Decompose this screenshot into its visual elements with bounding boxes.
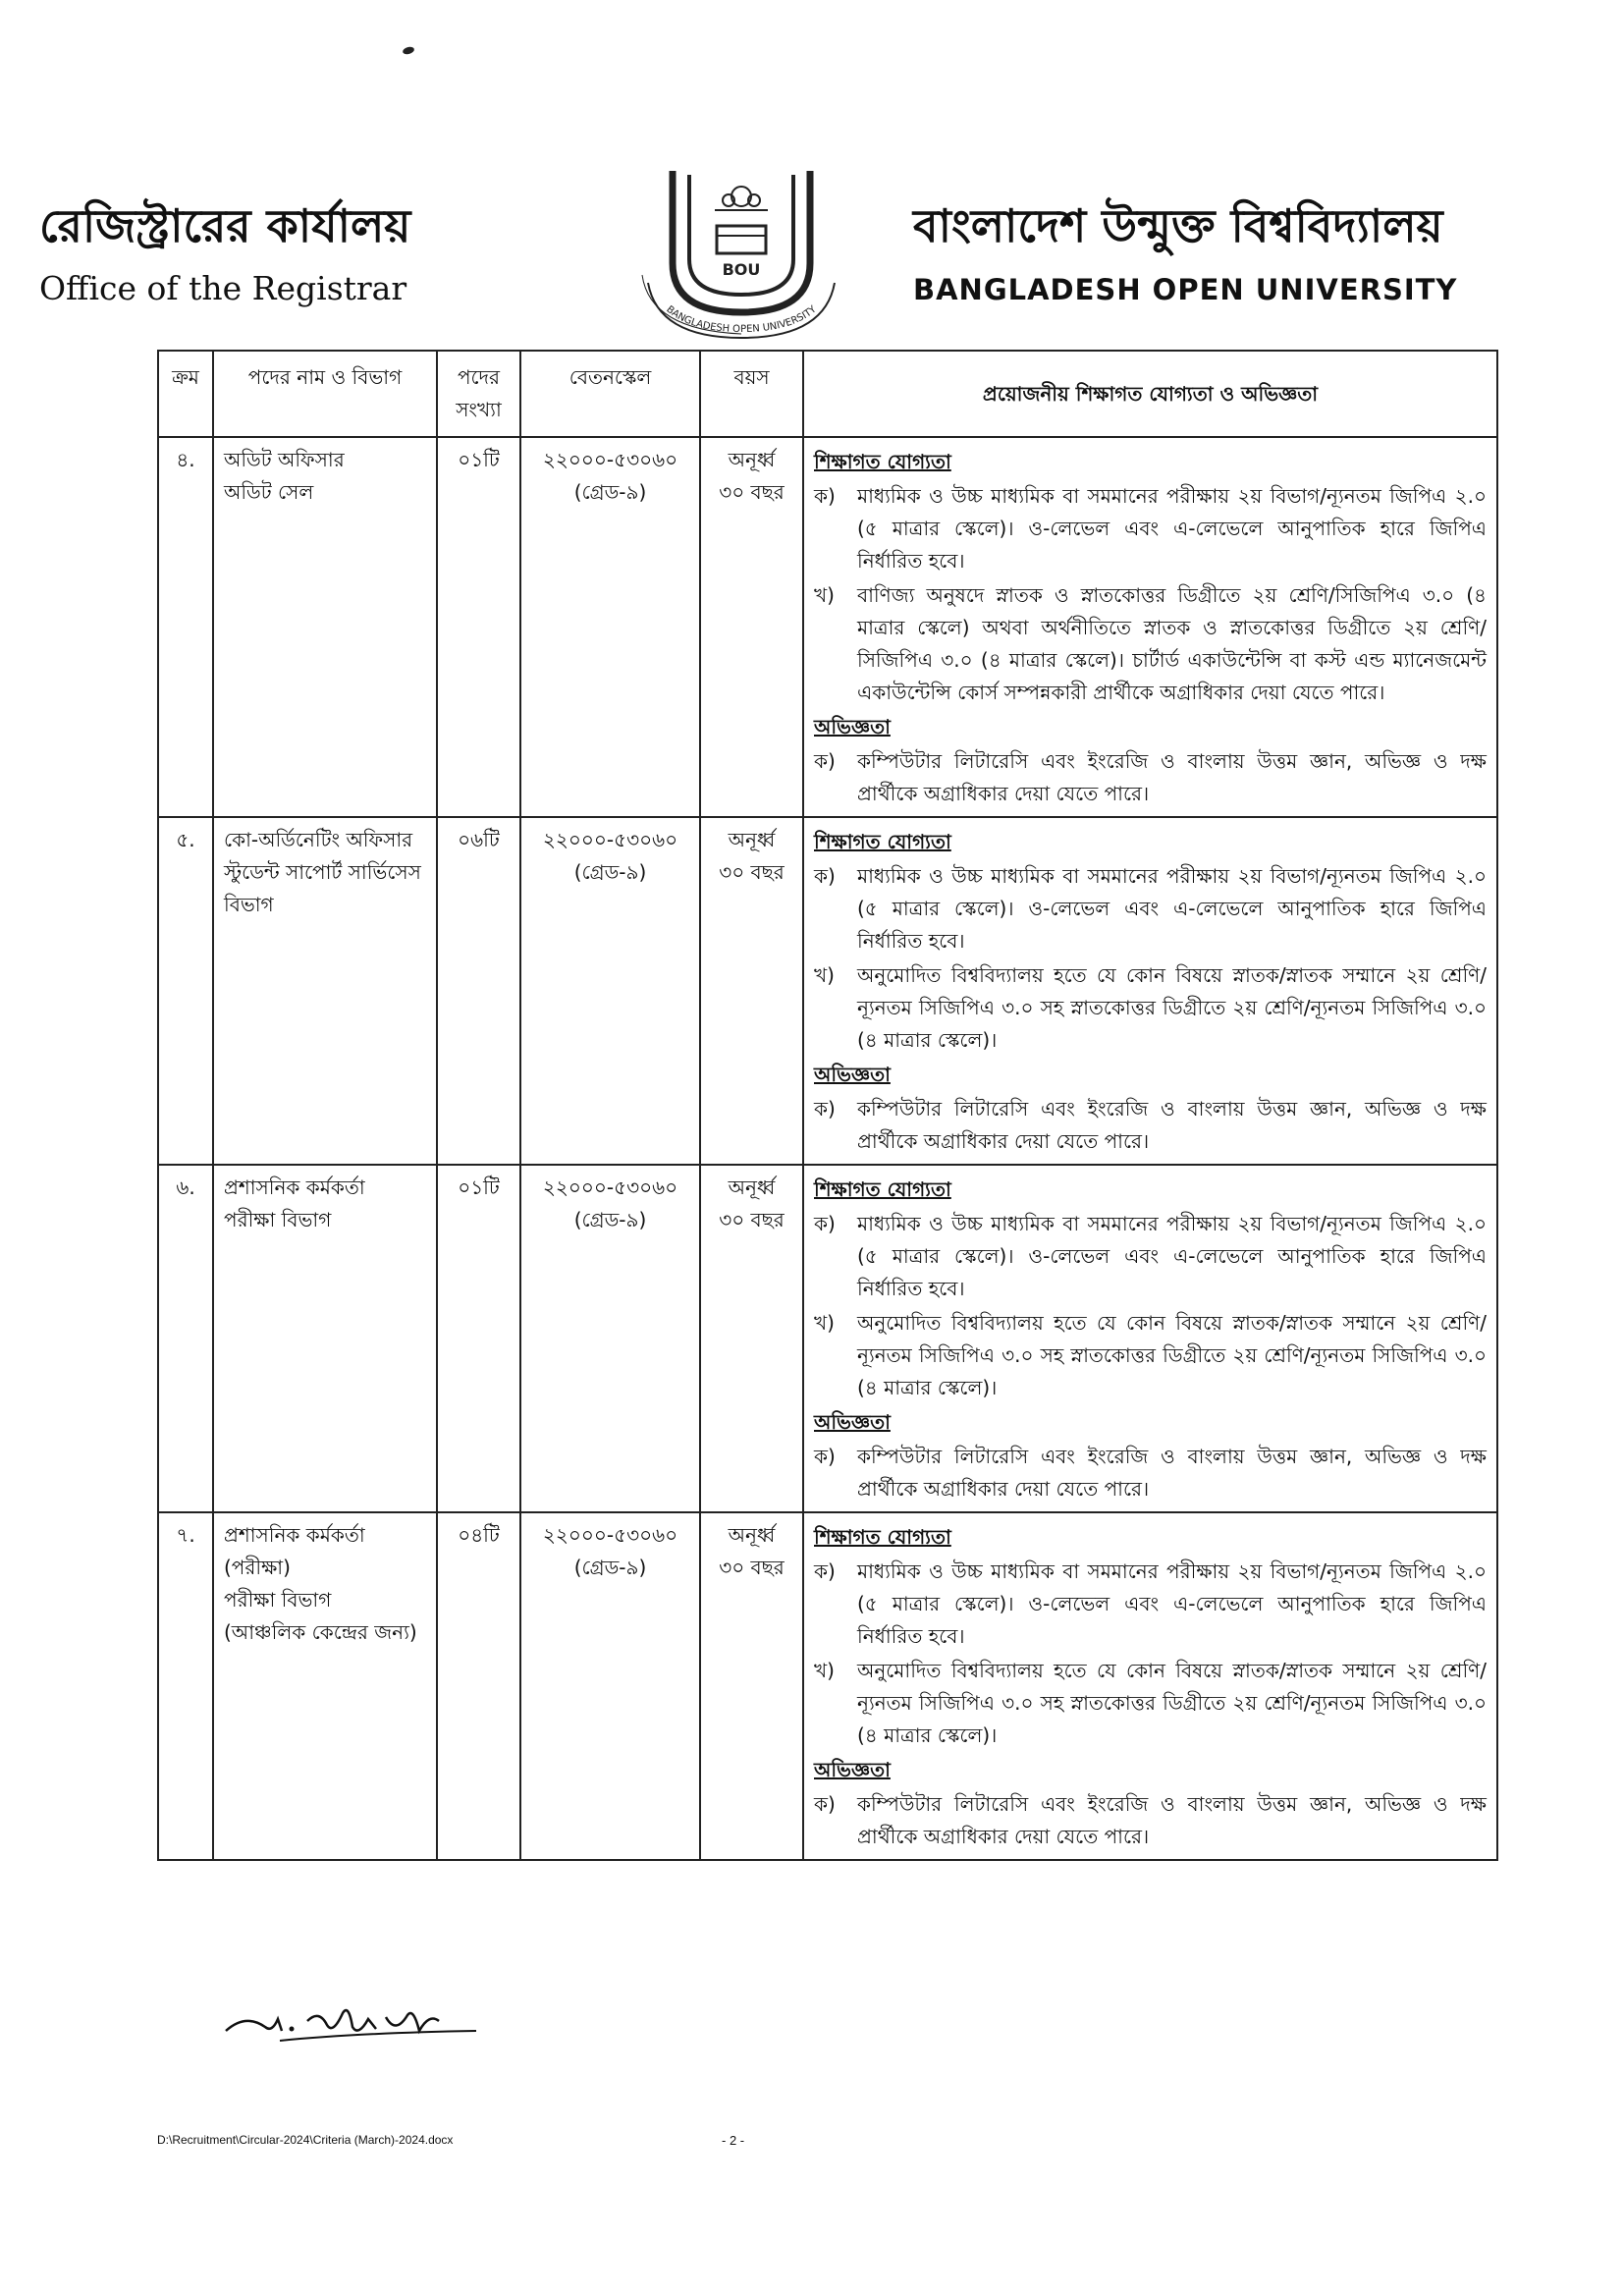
age-cell: [700, 1165, 803, 1512]
signature: [221, 1992, 515, 2050]
education-item: [814, 1208, 1487, 1305]
post-name-line: অডিট অফিসার: [224, 448, 345, 471]
age-cell: [700, 1512, 803, 1860]
footer-page-number: - 2 -: [722, 2133, 745, 2148]
pay-scale-cell: [520, 1165, 700, 1512]
post-name-line: প্রশাসনিক কর্মকর্তা: [224, 1523, 365, 1547]
pay-scale: ২২০০০-৫৩০৬০: [542, 1175, 678, 1199]
university-name-english: BANGLADESH OPEN UNIVERSITY: [913, 273, 1458, 306]
age-limit-value: ৩০ বছর: [719, 1556, 785, 1579]
pay-grade: (গ্রেড-৯): [573, 1208, 647, 1231]
item-text: অনুমোদিত বিশ্ববিদ্যালয় হতে যে কোন বিষয়ে স্নাতক/স্নাতক সম্মানে ২য় শ্রেণি/ন্যূনতম সিজিপিএ ৩.০ সহ স্নাতকোত্তর ডিগ্রীতে ২য় শ্রেণি/ন্যূনতম সিজিপিএ ৩.০ (৪ মাত্রার স্কেলে)।: [857, 963, 1487, 1052]
item-label: খ): [814, 963, 835, 987]
age-limit-label: অনূর্ধ্ব: [728, 828, 776, 851]
office-title-bangla: রেজিস্ট্রারের কার্যালয়: [39, 199, 411, 252]
post-cell: [213, 1512, 437, 1860]
header-serial: ক্রম: [158, 351, 213, 437]
experience-heading: অভিজ্ঞতা: [814, 715, 891, 738]
education-heading: শিক্ষাগত যোগ্যতা: [814, 1525, 951, 1549]
pay-grade: (গ্রেড-৯): [573, 860, 647, 884]
table-row: [158, 1165, 1497, 1512]
scan-speck: [402, 46, 414, 56]
header-count: পদের সংখ্যা: [437, 351, 520, 437]
pay-scale: ২২০০০-৫৩০৬০: [542, 448, 678, 471]
post-name-line: (পরীক্ষা): [224, 1556, 291, 1579]
table-row: [158, 437, 1497, 817]
education-heading: শিক্ষাগত যোগ্যতা: [814, 450, 951, 473]
serial-cell: ৫.: [158, 817, 213, 1165]
post-name-line: (আঞ্চলিক কেন্দ্রের জন্য): [224, 1620, 417, 1644]
item-label: ক): [814, 1559, 836, 1583]
post-name-line: প্রশাসনিক কর্মকর্তা: [224, 1175, 365, 1199]
item-text: কম্পিউটার লিটারেসি এবং ইংরেজি ও বাংলায় উত্তম জ্ঞান, অভিজ্ঞ ও দক্ষ প্রার্থীকে অগ্রাধিকার দেয়া যেতে পারে।: [857, 1792, 1487, 1848]
age-limit-value: ৩০ বছর: [719, 480, 785, 504]
header-requirements: প্রয়োজনীয় শিক্ষাগত যোগ্যতা ও অভিজ্ঞতা: [803, 351, 1497, 437]
experience-item: [814, 745, 1487, 810]
post-name-line: বিভাগ: [224, 893, 274, 916]
university-name-bangla: বাংলাদেশ উন্মুক্ত বিশ্ববিদ্যালয়: [913, 199, 1443, 252]
education-item: [814, 860, 1487, 957]
item-label: ক): [814, 749, 836, 773]
experience-item: [814, 1093, 1487, 1158]
age-cell: [700, 437, 803, 817]
experience-heading: অভিজ্ঞতা: [814, 1063, 891, 1086]
serial-cell: ৬.: [158, 1165, 213, 1512]
table-row: [158, 1512, 1497, 1860]
education-heading: শিক্ষাগত যোগ্যতা: [814, 1177, 951, 1201]
item-text: কম্পিউটার লিটারেসি এবং ইংরেজি ও বাংলায় উত্তম জ্ঞান, অভিজ্ঞ ও দক্ষ প্রার্থীকে অগ্রাধিকার দেয়া যেতে পারে।: [857, 749, 1487, 805]
post-cell: [213, 817, 437, 1165]
pay-scale: ২২০০০-৫৩০৬০: [542, 1523, 678, 1547]
logo-ring-text: BANGLADESH OPEN UNIVERSITY: [664, 303, 819, 336]
pay-grade: (গ্রেড-৯): [573, 480, 647, 504]
post-name-line: কো-অর্ডিনেটিং অফিসার: [224, 828, 413, 851]
table-header-row: [158, 351, 1497, 437]
bou-logo: [628, 165, 854, 342]
pay-grade: (গ্রেড-৯): [573, 1556, 647, 1579]
age-limit-label: অনূর্ধ্ব: [728, 1523, 776, 1547]
pay-scale-cell: [520, 1512, 700, 1860]
item-label: ক): [814, 1445, 836, 1468]
item-label: খ): [814, 583, 835, 607]
age-limit-value: ৩০ বছর: [719, 1208, 785, 1231]
age-limit-label: অনূর্ধ্ব: [728, 1175, 776, 1199]
education-item: [814, 1655, 1487, 1752]
post-count-cell: ০৬টি: [437, 817, 520, 1165]
serial-cell: ৪.: [158, 437, 213, 817]
item-text: বাণিজ্য অনুষদে স্নাতক ও স্নাতকোত্তর ডিগ্রীতে ২য় শ্রেণি/সিজিপিএ ৩.০ (৪ মাত্রার স্কেলে) অথবা অর্থনীতিতে স্নাতক ও স্নাতকোত্তর ডিগ্রীতে ২য় শ্রেণি/সিজিপিএ ৩.০ (৪ মাত্রার স্কেলে)। চার্টার্ড একাউন্টেন্সি বা কস্ট এন্ড ম্যানেজমেন্ট একাউন্টেন্সি কোর্স সম্পন্নকারী প্রার্থীকে অগ্রাধিকার দেয়া যেতে পারে।: [857, 583, 1487, 704]
requirements-cell: [803, 817, 1497, 1165]
posts-table-body: [158, 437, 1497, 1860]
university-heading: [913, 192, 1457, 306]
table-row: [158, 817, 1497, 1165]
requirements-cell: [803, 1512, 1497, 1860]
header-age: বয়স: [700, 351, 803, 437]
item-text: মাধ্যমিক ও উচ্চ মাধ্যমিক বা সমমানের পরীক্ষায় ২য় বিভাগ/ন্যূনতম জিপিএ ২.০ (৫ মাত্রার স্কেলে)। ও-লেভেল এবং এ-লেভেলে আনুপাতিক হারে জিপিএ নির্ধারিত হবে।: [857, 1559, 1487, 1648]
education-item: [814, 480, 1487, 577]
item-label: খ): [814, 1659, 835, 1682]
age-cell: [700, 817, 803, 1165]
education-item: [814, 1556, 1487, 1653]
age-limit-label: অনূর্ধ্ব: [728, 448, 776, 471]
logo-bou-text: BOU: [722, 260, 761, 279]
item-text: অনুমোদিত বিশ্ববিদ্যালয় হতে যে কোন বিষয়ে স্নাতক/স্নাতক সম্মানে ২য় শ্রেণি/ন্যূনতম সিজিপিএ ৩.০ সহ স্নাতকোত্তর ডিগ্রীতে ২য় শ্রেণি/ন্যূনতম সিজিপিএ ৩.০ (৪ মাত্রার স্কেলে)।: [857, 1659, 1487, 1747]
post-count-cell: ০১টি: [437, 1165, 520, 1512]
post-name-line: অডিট সেল: [224, 480, 314, 504]
item-label: ক): [814, 864, 836, 888]
post-count-cell: ০৪টি: [437, 1512, 520, 1860]
registrar-office-heading: [39, 192, 410, 307]
item-text: অনুমোদিত বিশ্ববিদ্যালয় হতে যে কোন বিষয়ে স্নাতক/স্নাতক সম্মানে ২য় শ্রেণি/ন্যূনতম সিজিপিএ ৩.০ সহ স্নাতকোত্তর ডিগ্রীতে ২য় শ্রেণি/ন্যূনতম সিজিপিএ ৩.০ (৪ মাত্রার স্কেলে)।: [857, 1311, 1487, 1399]
item-label: ক): [814, 1212, 836, 1235]
header-post: পদের নাম ও বিভাগ: [213, 351, 437, 437]
item-text: কম্পিউটার লিটারেসি এবং ইংরেজি ও বাংলায় উত্তম জ্ঞান, অভিজ্ঞ ও দক্ষ প্রার্থীকে অগ্রাধিকার দেয়া যেতে পারে।: [857, 1097, 1487, 1153]
experience-item: [814, 1441, 1487, 1505]
education-item: [814, 579, 1487, 709]
item-text: মাধ্যমিক ও উচ্চ মাধ্যমিক বা সমমানের পরীক্ষায় ২য় বিভাগ/ন্যূনতম জিপিএ ২.০ (৫ মাত্রার স্কেলে)। ও-লেভেল এবং এ-লেভেলে আনুপাতিক হারে জিপিএ নির্ধারিত হবে।: [857, 1212, 1487, 1300]
item-label: ক): [814, 1097, 836, 1121]
pay-scale-cell: [520, 437, 700, 817]
header-pay-scale: বেতনস্কেল: [520, 351, 700, 437]
posts-table: [157, 350, 1498, 1861]
requirements-cell: [803, 1165, 1497, 1512]
experience-heading: অভিজ্ঞতা: [814, 1410, 891, 1434]
experience-item: [814, 1788, 1487, 1853]
requirements-cell: [803, 437, 1497, 817]
post-name-line: পরীক্ষা বিভাগ: [224, 1208, 332, 1231]
serial-cell: ৭.: [158, 1512, 213, 1860]
post-name-line: স্টুডেন্ট সাপোর্ট সার্ভিসেস: [224, 860, 421, 884]
footer-file-path: D:\Recruitment\Circular-2024\Criteria (March)-2024.docx: [157, 2133, 454, 2147]
item-label: ক): [814, 484, 836, 508]
post-name-line: পরীক্ষা বিভাগ: [224, 1588, 332, 1612]
post-cell: [213, 1165, 437, 1512]
education-heading: শিক্ষাগত যোগ্যতা: [814, 830, 951, 853]
item-text: মাধ্যমিক ও উচ্চ মাধ্যমিক বা সমমানের পরীক্ষায় ২য় বিভাগ/ন্যূনতম জিপিএ ২.০ (৫ মাত্রার স্কেলে)। ও-লেভেল এবং এ-লেভেলে আনুপাতিক হারে জিপিএ নির্ধারিত হবে।: [857, 484, 1487, 573]
education-item: [814, 959, 1487, 1057]
post-cell: [213, 437, 437, 817]
item-label: ক): [814, 1792, 836, 1816]
item-label: খ): [814, 1311, 835, 1335]
experience-heading: অভিজ্ঞতা: [814, 1758, 891, 1781]
item-text: মাধ্যমিক ও উচ্চ মাধ্যমিক বা সমমানের পরীক্ষায় ২য় বিভাগ/ন্যূনতম জিপিএ ২.০ (৫ মাত্রার স্কেলে)। ও-লেভেল এবং এ-লেভেলে আনুপাতিক হারে জিপিএ নির্ধারিত হবে।: [857, 864, 1487, 953]
pay-scale-cell: [520, 817, 700, 1165]
post-count-cell: ০১টি: [437, 437, 520, 817]
education-item: [814, 1307, 1487, 1404]
office-title-english: Office of the Registrar: [39, 269, 407, 307]
age-limit-value: ৩০ বছর: [719, 860, 785, 884]
item-text: কম্পিউটার লিটারেসি এবং ইংরেজি ও বাংলায় উত্তম জ্ঞান, অভিজ্ঞ ও দক্ষ প্রার্থীকে অগ্রাধিকার দেয়া যেতে পারে।: [857, 1445, 1487, 1501]
pay-scale: ২২০০০-৫৩০৬০: [542, 828, 678, 851]
